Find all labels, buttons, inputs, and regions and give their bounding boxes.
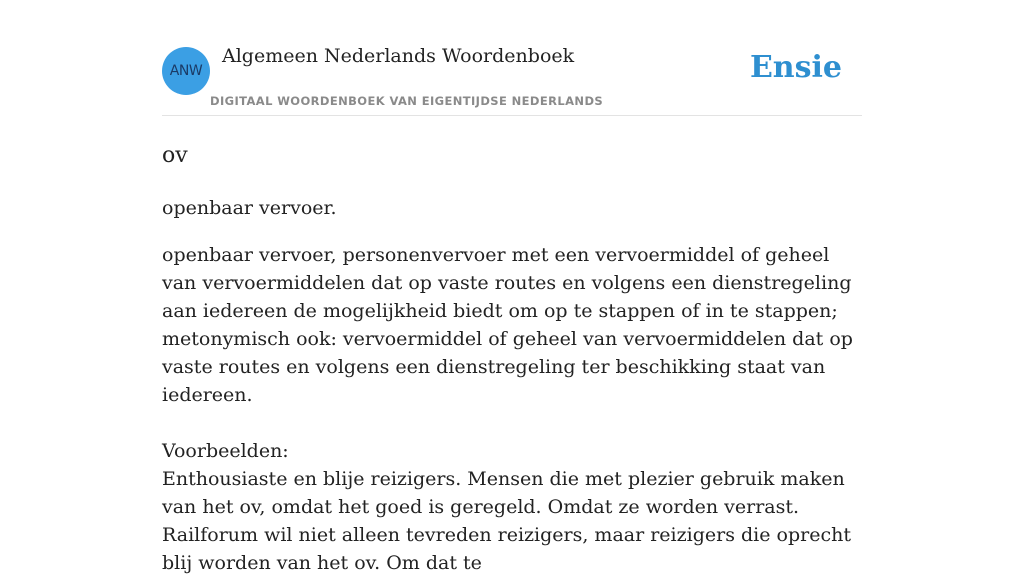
site-subtitle: DIGITAAL WOORDENBOEK VAN EIGENTIJDSE NEDERLANDS [210,94,604,108]
page [162,0,862,577]
site-title[interactable]: Algemeen Nederlands Woordenboek [222,45,575,67]
examples-text: Enthousiaste en blije reizigers. Mensen die met plezier gebruik maken van het ov, omdat het goed is geregeld. Omdat ze worden verrast. Railforum wil niet alleen tevreden reizigers, maar reizigers die oprecht blij worden van het ov. Om dat te [162,468,851,574]
entry-headword: ov [162,143,188,168]
anw-logo[interactable]: ANW [162,47,210,95]
long-definition: openbaar vervoer, personenvervoer met een vervoermiddel of geheel van vervoermiddelen dat op vaste routes en volgens een dienstregeling aan iedereen de mogelijkheid biedt om op te stappen of in te stappen; metonymisch ook: vervoermiddel of geheel van vervoermiddelen dat op vaste routes en volgens een dienstregeling ter beschikking staat van iedereen. [162,244,853,406]
examples-label: Voorbeelden: [162,440,289,462]
dictionary-entry [162,116,862,577]
ensie-brand-logo[interactable]: Ensie [749,50,842,85]
site-header [162,0,862,116]
short-definition: openbaar vervoer. [162,197,337,219]
